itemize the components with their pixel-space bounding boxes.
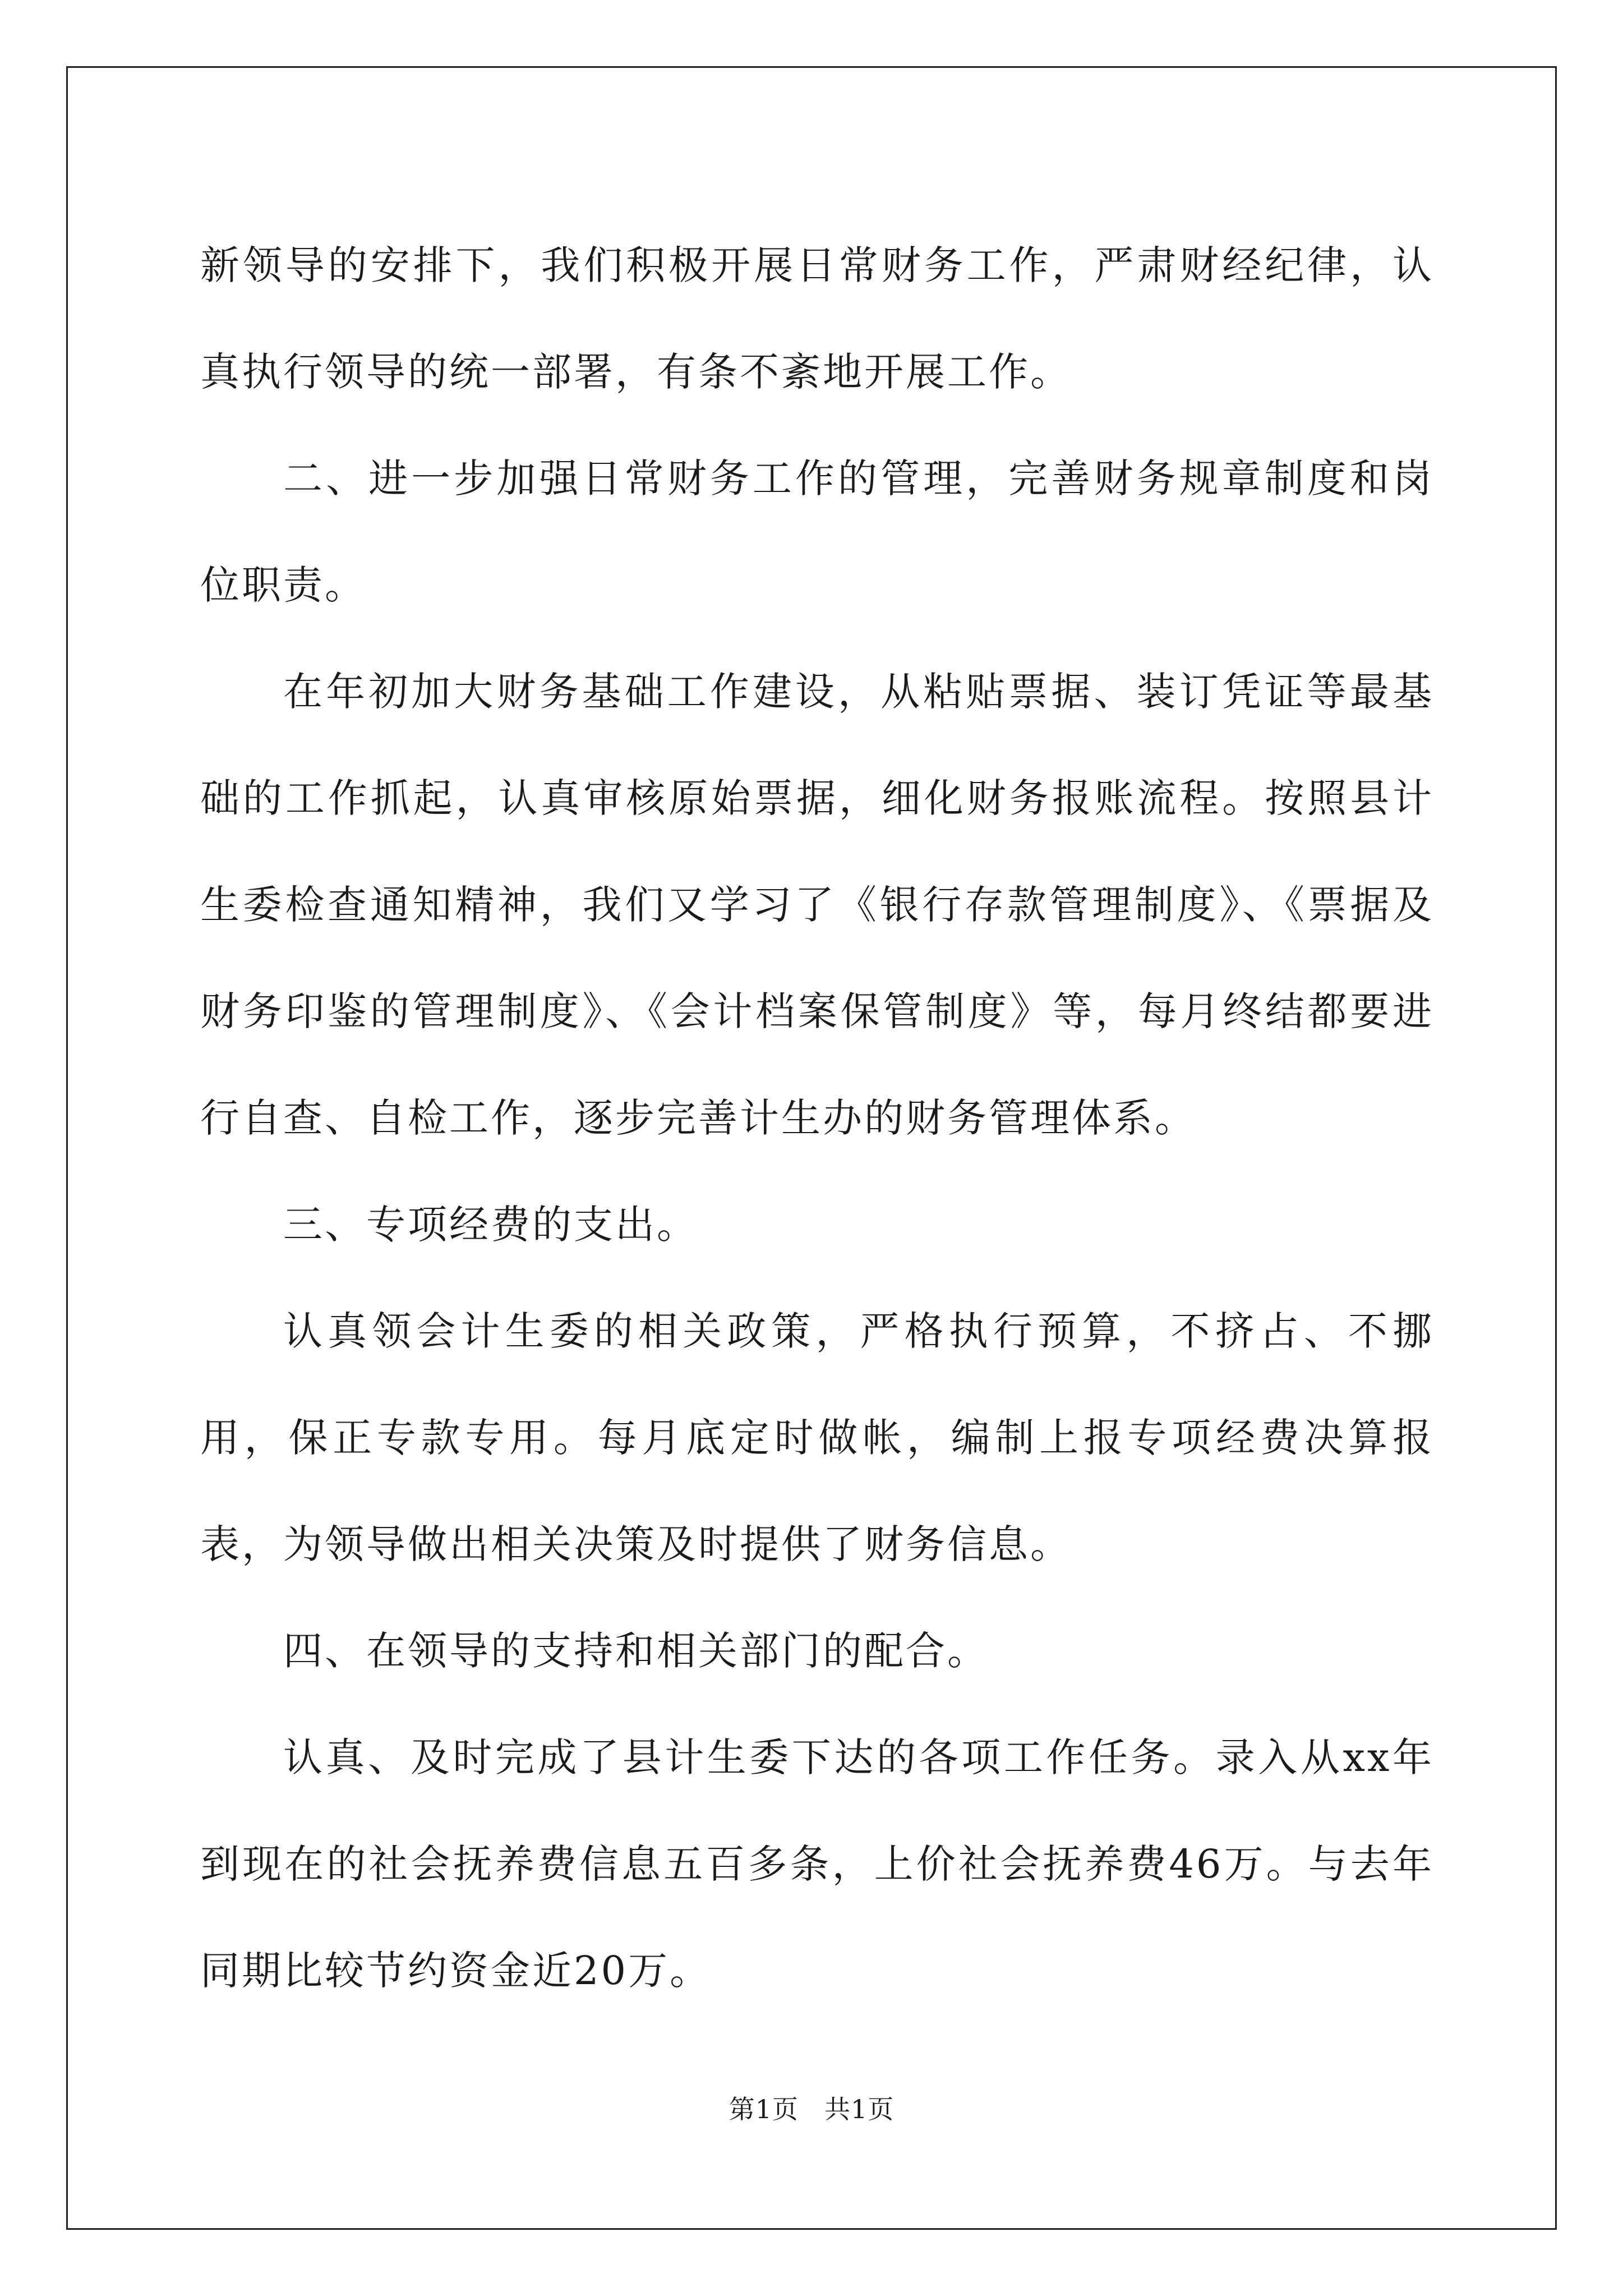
document-body (200, 212, 1434, 2024)
page-number-total: 共1页 (824, 2094, 895, 2124)
paragraph-special-funds: 认真领会计生委的相关政策，严格执行预算，不挤占、不挪用，保正专款专用。每月底定时做帐，编制上报专项经费决算报表，为领导做出相关决策及时提供了财务信息。 (200, 1308, 1434, 1567)
paragraph-continuation: 新领导的安排下，我们积极开展日常财务工作，严肃财经纪律，认真执行领导的统一部署，有条不紊地开展工作。 (200, 242, 1434, 395)
paragraph-financial-basics: 在年初加大财务基础工作建设，从粘贴票据、装订凭证等最基础的工作抓起，认真审核原始票据，细化财务报账流程。按照县计生委检查通知精神，我们又学习了《银行存款管理制度》、《票据及财务印鉴的管理制度》、《会计档案保管制度》等，每月终结都要进行自查、自检工作，逐步完善计生办的财务管理体系。 (200, 669, 1434, 1141)
section-heading-2: 二、进一步加强日常财务工作的管理，完善财务规章制度和岗位职责。 (200, 455, 1434, 608)
section-heading-4: 四、在领导的支持和相关部门的配合。 (283, 1628, 989, 1674)
section-heading-3: 三、专项经费的支出。 (283, 1202, 698, 1248)
page-footer (0, 2092, 1623, 2126)
page-number-current: 第1页 (728, 2094, 799, 2124)
paragraph-tasks-completed: 认真、及时完成了县计生委下达的各项工作任务。录入从xx年到现在的社会抚养费信息五百多条，上价社会抚养费46万。与去年同期比较节约资金近20万。 (200, 1734, 1434, 1994)
